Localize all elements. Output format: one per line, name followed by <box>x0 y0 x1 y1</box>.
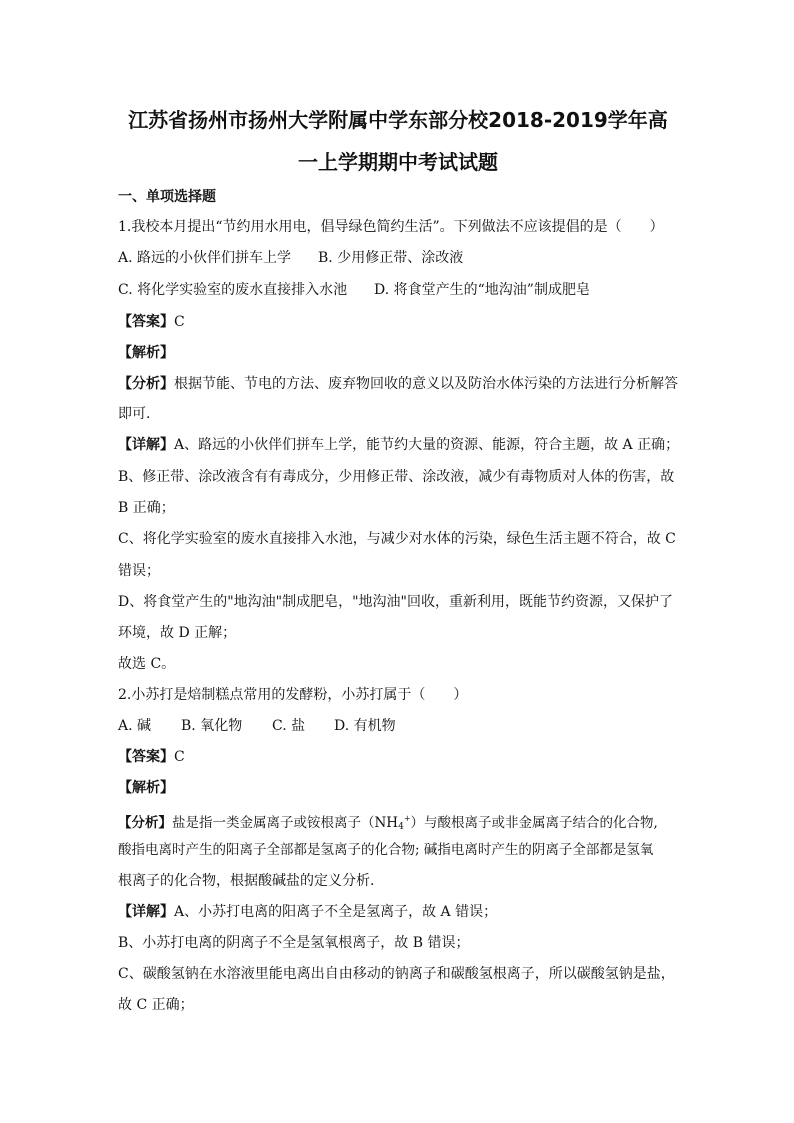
q2-detail-tag: 【详解】 <box>118 904 174 920</box>
q1-conclusion: 故选 C。 <box>118 656 176 672</box>
q2-fenxi-line-3: 根离子的化合物，根据酸碱盐的定义分析. <box>118 873 375 889</box>
q2-fenxi-line-2: 酸指电离时产生的阳离子全部都是氢离子的化合物; 碱指电离时产生的阴离子全部都是氢氧 <box>118 842 654 858</box>
q1-fenxi-line-2: 即可. <box>118 406 151 422</box>
q1-answer-tag: 【答案】 <box>118 314 174 330</box>
q2-option-c: C. 盐 <box>272 718 306 734</box>
q1-analysis-tag: 【解析】 <box>118 345 174 361</box>
q1-detail-tag: 【详解】 <box>118 437 174 453</box>
q1-fenxi-line-1 <box>118 374 682 394</box>
document-title-line-1: 江苏省扬州市扬州大学附属中学东部分校2018-2019学年高 <box>128 108 668 132</box>
section-heading: 一、单项选择题 <box>118 189 216 205</box>
q1-option-d: D. 将食堂产生的“地沟油”制成肥皂 <box>374 282 590 298</box>
q2-detail-a: A、小苏打电离的阳离子不全是氢离子，故 A 错误； <box>174 904 498 920</box>
q2-answer-value: C <box>174 749 185 765</box>
q2-option-d: D. 有机物 <box>334 718 396 734</box>
q1-fenxi-tag: 【分析】 <box>118 376 174 392</box>
q2-detail-c-line-2: 故 C 正确； <box>118 997 194 1013</box>
q1-option-a: A. 路远的小伙伴们拼车上学 <box>118 250 292 266</box>
q2-detail-b: B、小苏打电离的阴离子不全是氢氧根离子，故 B 错误； <box>118 935 470 951</box>
q1-answer-value: C <box>174 314 185 330</box>
q1-detail-line-a <box>118 435 682 455</box>
q2-fenxi-text-1b: ）与酸根离子或非金属离子结合的化合物, <box>410 815 658 831</box>
q1-detail-a: A、路远的小伙伴们拼车上学，能节约大量的资源、能源，符合主题，故 A 正确； <box>174 437 680 453</box>
q1-detail-b-line-2: B 正确； <box>118 500 175 516</box>
q1-detail-d-line-1: D、将食堂产生的"地沟油"制成肥皂，"地沟油"回收，重新利用，既能节约资源，又保护了 <box>118 594 673 610</box>
q2-fenxi-tag: 【分析】 <box>118 815 172 831</box>
q1-fenxi-text-1: 根据节能、节电的方法、废弃物回收的意义以及防治水体污染的方法进行分析解答 <box>174 376 678 392</box>
q1-stem: 1.我校本月提出“节约用水用电，倡导绿色简约生活”。下列做法不应该提倡的是（ ） <box>118 219 664 235</box>
q1-answer <box>118 312 682 332</box>
q2-answer-tag: 【答案】 <box>118 749 174 765</box>
q2-fenxi-subscript: 4 <box>398 822 404 832</box>
q1-detail-c-line-2: 错误； <box>118 563 160 579</box>
q2-option-b: B. 氧化物 <box>181 718 243 734</box>
q1-detail-b-line-1: B、修正带、涂改液含有有毒成分，少用修正带、涂改液，减少有毒物质对人体的伤害，故 <box>118 469 675 485</box>
q1-option-b: B. 少用修正带、涂改液 <box>318 250 464 266</box>
q2-option-a: A. 碱 <box>118 718 152 734</box>
document-title-line-2: 一上学期期中考试试题 <box>298 150 498 174</box>
q2-fenxi-line-1 <box>118 809 682 837</box>
q2-detail-c-line-1: C、碳酸氢钠在水溶液里能电离出自由移动的钠离子和碳酸氢根离子，所以碳酸氢钠是盐， <box>118 966 675 982</box>
q2-analysis-tag: 【解析】 <box>118 780 174 796</box>
q2-stem: 2.小苏打是焙制糕点常用的发酵粉，小苏打属于（ ） <box>118 687 468 703</box>
q1-detail-d-line-2: 环境，故 D 正解； <box>118 625 237 641</box>
q2-answer <box>118 747 682 767</box>
q1-detail-c-line-1: C、将化学实验室的废水直接排入水池，与减少对水体的污染，绿色生活主题不符合，故 C <box>118 531 676 547</box>
q2-fenxi-text-1a: 盐是指一类金属离子或铵根离子（NH <box>172 815 399 831</box>
q2-fenxi-superscript: + <box>403 814 411 823</box>
q1-option-c: C. 将化学实验室的废水直接排入水池 <box>118 282 348 298</box>
q2-detail-line-a <box>118 902 682 922</box>
